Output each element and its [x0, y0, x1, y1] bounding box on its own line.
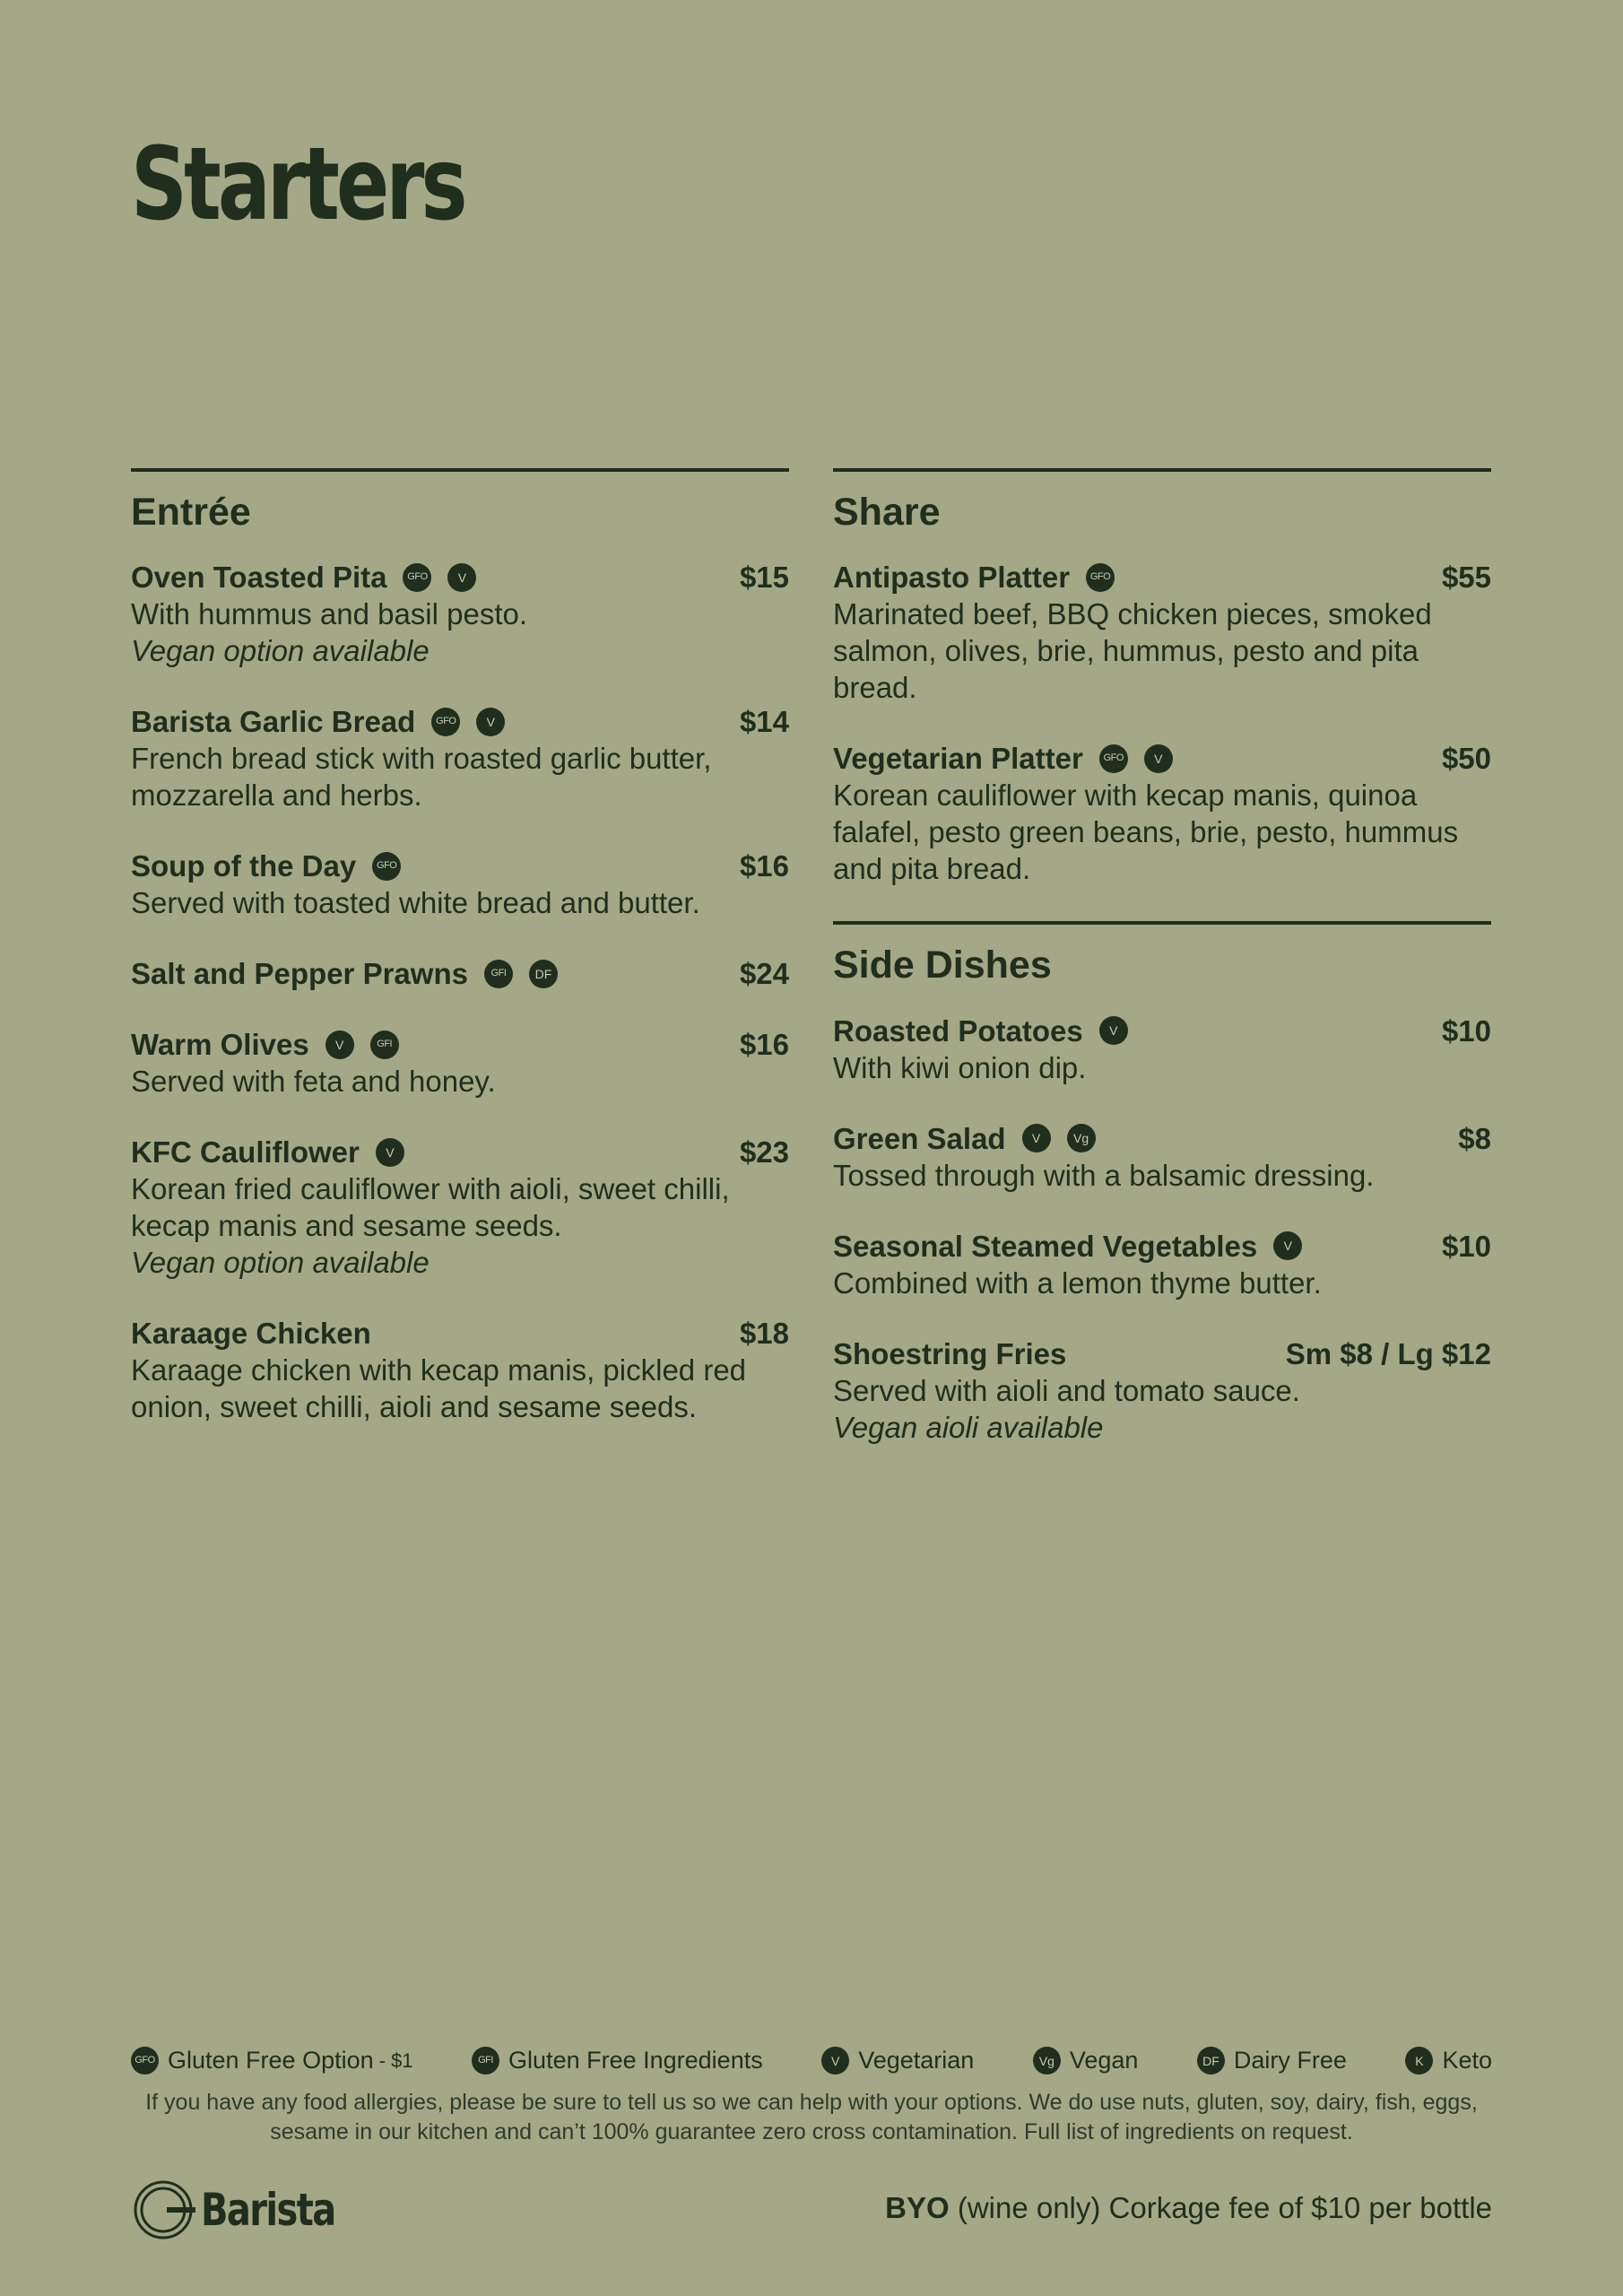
- menu-item: [833, 740, 1491, 887]
- menu-item-header: [833, 1013, 1491, 1049]
- legend-label: Gluten Free Ingredients: [508, 2047, 763, 2074]
- menu-item-description: Served with toasted white bread and butter.: [131, 886, 700, 920]
- menu-item-name: Roasted Potatoes: [833, 1013, 1083, 1048]
- menu-item: [833, 1335, 1491, 1446]
- menu-item: [131, 1315, 789, 1425]
- legend-label: Vegetarian: [858, 2047, 975, 2074]
- dietary-legend: [131, 2047, 1492, 2074]
- v-badge-icon: V: [821, 2047, 849, 2074]
- menu-item-title: [131, 703, 505, 740]
- menu-item: [131, 955, 789, 992]
- v-badge-icon: V: [376, 1138, 404, 1167]
- section-divider: [833, 921, 1491, 925]
- barista-logo-icon: [131, 2178, 195, 2242]
- menu-item-description: Tossed through with a balsamic dressing.: [833, 1158, 1375, 1192]
- menu-item-name: Barista Garlic Bread: [131, 705, 416, 739]
- gfo-badge-icon: GFO: [1099, 744, 1128, 773]
- menu-item-name: KFC Cauliflower: [131, 1135, 360, 1170]
- menu-item-header: [131, 1315, 789, 1352]
- section-divider: [833, 468, 1491, 472]
- menu-item-price: $10: [1441, 1229, 1491, 1263]
- menu-item-name: Soup of the Day: [131, 849, 357, 883]
- menu-item-title: [131, 1315, 371, 1352]
- menu-item-description: French bread stick with roasted garlic butter, mozzarella and herbs.: [131, 742, 712, 813]
- menu-item: [833, 1228, 1491, 1301]
- menu-item-description: Served with feta and honey.: [131, 1065, 496, 1099]
- menu-item-header: [131, 1026, 789, 1063]
- menu-item-description: With kiwi onion dip.: [833, 1050, 1087, 1084]
- legend-item: [821, 2047, 974, 2074]
- menu-item: [131, 1026, 789, 1100]
- v-badge-icon: V: [447, 563, 476, 592]
- df-badge-icon: DF: [1197, 2047, 1225, 2074]
- menu-item: [833, 1013, 1491, 1086]
- menu-item-title: [833, 1335, 1066, 1372]
- menu-item-price: $8: [1458, 1121, 1491, 1155]
- section-heading-share: Share: [833, 491, 941, 534]
- sides-list: [833, 1013, 1491, 1446]
- byo-note: [885, 2188, 1492, 2228]
- menu-item-price: $10: [1441, 1013, 1491, 1048]
- menu-item: [833, 1120, 1491, 1194]
- menu-item-title: [833, 559, 1115, 596]
- menu-item-price: $23: [739, 1135, 789, 1170]
- menu-item-price: $15: [739, 561, 789, 595]
- menu-item-description: Combined with a lemon thyme butter.: [833, 1265, 1322, 1300]
- menu-item-header: [833, 1335, 1491, 1372]
- menu-item-title: [833, 1120, 1096, 1157]
- allergy-note: If you have any food allergies, please be sure to tell us so we can help with your options. We do use nuts, gluten, soy, dairy, fish, eggs, sesame in our kitchen and can’t 100% guarantee zero cross contamination. Full list of ingredients on request.: [145, 2090, 1478, 2144]
- menu-item-header: [131, 703, 789, 740]
- menu-item-note: Vegan option available: [131, 634, 430, 668]
- v-badge-icon: V: [1022, 1124, 1051, 1152]
- menu-item-price: $16: [739, 849, 789, 883]
- menu-item-title: [131, 1134, 404, 1170]
- gfo-badge-icon: GFO: [372, 852, 401, 881]
- gfo-badge-icon: GFO: [431, 708, 460, 736]
- menu-item-name: Vegetarian Platter: [833, 742, 1083, 776]
- byo-label: BYO: [885, 2191, 950, 2224]
- vg-badge-icon: Vg: [1033, 2047, 1061, 2074]
- menu-item-header: [131, 848, 789, 884]
- menu-item: [131, 1134, 789, 1281]
- legend-item: [131, 2047, 413, 2074]
- menu-item-name: Warm Olives: [131, 1028, 309, 1062]
- menu-item-name: Antipasto Platter: [833, 561, 1071, 595]
- menu-item-header: [833, 740, 1491, 777]
- v-badge-icon: V: [1099, 1016, 1128, 1045]
- menu-item-price: $50: [1441, 742, 1491, 776]
- menu-item-name: Shoestring Fries: [833, 1336, 1067, 1370]
- menu-item-title: [131, 848, 401, 884]
- menu-item-title: [131, 955, 558, 992]
- menu-item-price: $18: [739, 1317, 789, 1351]
- share-column: [833, 468, 1491, 1480]
- menu-item-title: [131, 559, 476, 596]
- menu-item-price: Sm $8 / Lg $12: [1285, 1336, 1491, 1370]
- legend-item: [1405, 2047, 1492, 2074]
- menu-item: [833, 559, 1491, 706]
- menu-item-price: $14: [739, 705, 789, 739]
- section-heading-sides: Side Dishes: [833, 944, 1052, 987]
- menu-item: [131, 848, 789, 921]
- menu-item-header: [833, 1228, 1491, 1265]
- legend-label: Keto: [1442, 2047, 1492, 2074]
- menu-item-price: $24: [739, 957, 789, 991]
- gfi-badge-icon: GFI: [370, 1031, 399, 1059]
- menu-item-name: Karaage Chicken: [131, 1317, 371, 1351]
- menu-item-name: Seasonal Steamed Vegetables: [833, 1229, 1258, 1263]
- menu-item: [131, 559, 789, 669]
- v-badge-icon: V: [1144, 744, 1173, 773]
- menu-item-title: [833, 1013, 1128, 1049]
- menu-item-description: Karaage chicken with kecap manis, pickled red onion, sweet chilli, aioli and sesame seeds.: [131, 1353, 747, 1424]
- menu-item-header: [131, 955, 789, 992]
- menu-item-price: $55: [1441, 561, 1491, 595]
- menu-item-price: $16: [739, 1028, 789, 1062]
- menu-item-header: [833, 559, 1491, 596]
- menu-item-name: Salt and Pepper Prawns: [131, 957, 468, 991]
- legend-label: Gluten Free Option: [168, 2047, 374, 2074]
- menu-item-note: Vegan aioli available: [833, 1410, 1104, 1444]
- section-divider: [131, 468, 789, 472]
- k-badge-icon: K: [1405, 2047, 1433, 2074]
- menu-item-description: Served with aioli and tomato sauce.: [833, 1373, 1300, 1407]
- menu-item-name: Oven Toasted Pita: [131, 561, 387, 595]
- page-title: Starters: [131, 126, 464, 243]
- legend-item: [472, 2047, 763, 2074]
- v-badge-icon: V: [476, 708, 505, 736]
- menu-item-header: [131, 1134, 789, 1170]
- legend-label: Vegan: [1069, 2047, 1139, 2074]
- brand-name: Barista: [201, 2184, 335, 2236]
- v-badge-icon: V: [325, 1031, 354, 1059]
- menu-item-description: With hummus and basil pesto.: [131, 597, 528, 631]
- brand-logo: [131, 2178, 369, 2242]
- legend-label: Dairy Free: [1233, 2047, 1347, 2074]
- vg-badge-icon: Vg: [1067, 1124, 1096, 1152]
- menu-item-title: [131, 1026, 399, 1063]
- menu-item-header: [833, 1120, 1491, 1157]
- menu-item-name: Green Salad: [833, 1121, 1006, 1155]
- entree-list: [131, 559, 789, 1425]
- v-badge-icon: V: [1273, 1231, 1302, 1260]
- legend-item: [1197, 2047, 1347, 2074]
- menu-item-description: Marinated beef, BBQ chicken pieces, smoked salmon, olives, brie, hummus, pesto and pita bread.: [833, 597, 1432, 705]
- share-list: [833, 559, 1491, 887]
- gfo-badge-icon: GFO: [403, 563, 431, 592]
- menu-item-description: Korean cauliflower with kecap manis, quinoa falafel, pesto green beans, brie, pesto, hummus and pita bread.: [833, 778, 1459, 886]
- byo-text: (wine only) Corkage fee of $10 per bottle: [949, 2191, 1492, 2224]
- menu-item-header: [131, 559, 789, 596]
- legend-item: [1033, 2047, 1139, 2074]
- menu-item-note: Vegan option available: [131, 1246, 430, 1280]
- legend-surcharge: - $1: [378, 2048, 413, 2072]
- entree-column: [131, 468, 789, 1459]
- gfi-badge-icon: GFI: [484, 960, 513, 988]
- menu-item-title: [833, 1228, 1302, 1265]
- gfo-badge-icon: GFO: [131, 2047, 159, 2074]
- menu-item: [131, 703, 789, 813]
- gfi-badge-icon: GFI: [472, 2047, 499, 2074]
- section-heading-entree: Entrée: [131, 491, 251, 534]
- gfo-badge-icon: GFO: [1086, 563, 1115, 592]
- menu-item-description: Korean fried cauliflower with aioli, sweet chilli, kecap manis and sesame seeds.: [131, 1172, 730, 1243]
- df-badge-icon: DF: [529, 960, 558, 988]
- menu-item-title: [833, 740, 1173, 777]
